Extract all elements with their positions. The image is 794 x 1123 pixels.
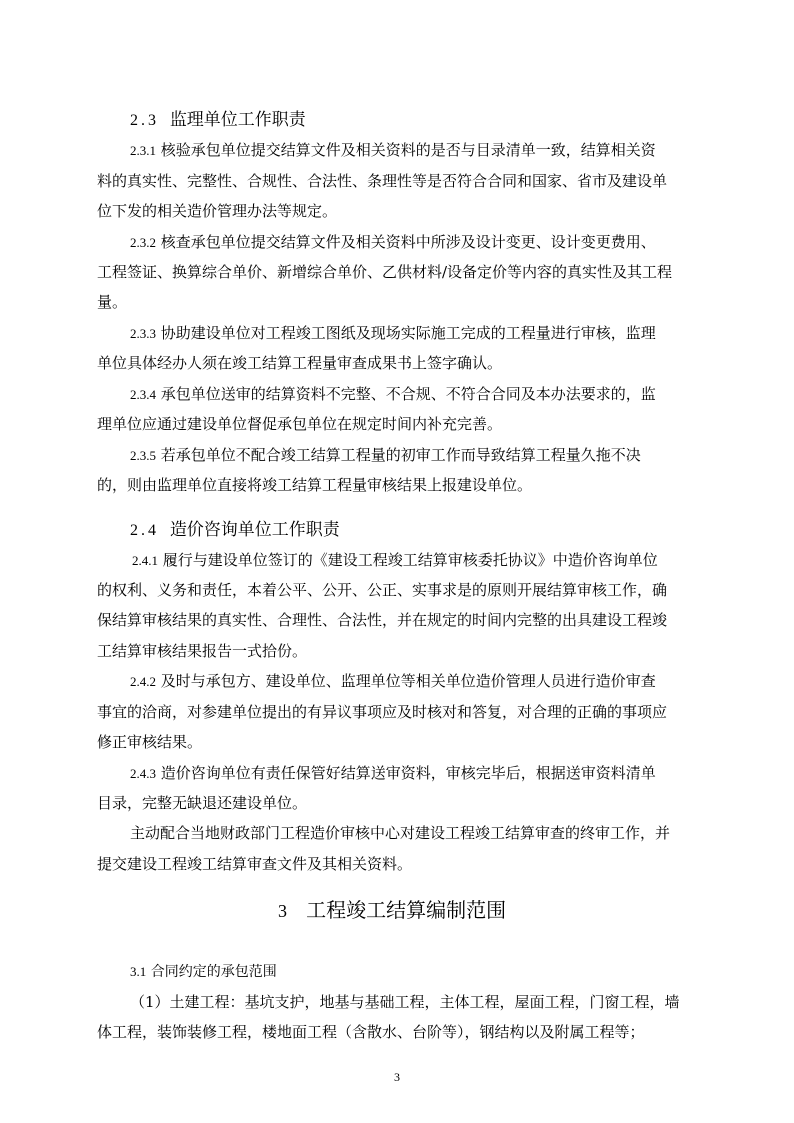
section-number: 2.4 [130, 522, 159, 539]
paragraph-2-4-2-line-2: 事宜的洽商，对参建单位提出的有异议事项应及时核对和答复，对合理的正确的事项应 [97, 703, 668, 721]
paragraph-2-4-1-line-3: 保结算审核结果的真实性、合理性、合法性，并在规定的时间内完整的出具建设工程竣 [97, 611, 668, 629]
item-number: 2.4.3 [130, 766, 156, 781]
item-number: 2.4.1 [132, 553, 158, 568]
paragraph-2-3-1-line-1 [130, 140, 656, 161]
scope-line-2: 体工程，装饰装修工程，楼地面工程（含散水、台阶等），钢结构以及附属工程等； [97, 1023, 645, 1041]
item-number: 2.4.2 [130, 674, 156, 689]
paragraph-extra-line-1: 主动配合当地财政部门工程造价审核中心对建设工程竣工结算审查的终审工作，并 [130, 824, 671, 842]
paragraph-text: 及时与承包方、建设单位、监理单位等相关单位造价管理人员进行造价审查 [160, 672, 656, 690]
paragraph-text: 履行与建设单位签订的《建设工程竣工结算审核委托协议》中造价咨询单位 [162, 551, 658, 569]
paragraph-text: 承包单位送审的结算资料不完整、不合规、不符合合同及本办法要求的，监 [160, 385, 656, 403]
paragraph-2-4-1-line-4: 工结算审核结果报告一式拾份。 [97, 642, 308, 660]
chapter-number: 3 [278, 901, 287, 921]
paragraph-2-4-1-line-2: 的权利、义务和责任，本着公平、公开、公正、实事求是的原则开展结算审核工作，确 [97, 581, 668, 599]
paragraph-2-3-5-line-2: 的，则由监理单位直接将竣工结算工程量审核结果上报建设单位。 [97, 476, 533, 494]
section-number: 2.3 [130, 112, 159, 129]
paragraph-2-3-2-line-3: 量。 [97, 293, 128, 311]
paragraph-2-3-1-line-2: 料的真实性、完整性、合规性、合法性、条理性等是否符合合同和国家、省市及建设单 [97, 172, 668, 190]
paragraph-2-3-1-line-3: 位下发的相关造价管理办法等规定。 [97, 202, 338, 220]
paragraph-2-3-2-line-1 [130, 232, 656, 253]
paragraph-text: 核验承包单位提交结算文件及相关资料的是否与目录清单一致，结算相关资 [160, 141, 656, 159]
section-2-3-heading [130, 110, 306, 131]
paragraph-2-3-3-line-2: 单位具体经办人须在竣工结算工程量审查成果书上签字确认。 [97, 354, 503, 372]
item-number: 2.3.5 [130, 448, 156, 463]
subsection-3-1-heading [130, 962, 277, 982]
paragraph-2-3-4-line-1 [130, 384, 656, 405]
paragraph-text: 核查承包单位提交结算文件及相关资料中所涉及设计变更、设计变更费用、 [160, 233, 656, 251]
paragraph-text: 若承包单位不配合竣工结算工程量的初审工作而导致结算工程量久拖不决 [160, 446, 641, 464]
paragraph-2-4-1-line-1 [132, 550, 658, 571]
subsection-title: 合同约定的承包范围 [150, 964, 277, 980]
paragraph-text: 造价咨询单位有责任保管好结算送审资料，审核完毕后，根据送审资料清单 [160, 764, 656, 782]
paragraph-2-3-3-line-1 [130, 323, 656, 344]
paragraph-2-4-2-line-3: 修正审核结果。 [97, 733, 203, 751]
scope-line-1: （1）土建工程：基坑支护，地基与基础工程，主体工程，屋面工程，门窗工程，墙 [130, 993, 680, 1011]
paragraph-2-3-4-line-2: 理单位应通过建设单位督促承包单位在规定时间内补充完善。 [97, 415, 503, 433]
chapter-title: 工程竣工结算编制范围 [306, 898, 507, 922]
paragraph-2-3-5-line-1 [130, 445, 641, 466]
section-2-4-heading [130, 520, 340, 541]
chapter-3-heading [278, 900, 506, 921]
paragraph-2-4-3-line-2: 目录，完整无缺退还建设单位。 [97, 794, 308, 812]
item-number: 2.3.3 [130, 326, 156, 341]
section-title: 造价咨询单位工作职责 [169, 520, 340, 540]
paragraph-2-3-2-line-2: 工程签证、换算综合单价、新增综合单价、乙供材料/设备定价等内容的真实性及其工程 [97, 263, 673, 281]
subsection-number: 3.1 [130, 964, 147, 979]
paragraph-2-4-3-line-1 [130, 763, 656, 784]
paragraph-extra-line-2: 提交建设工程竣工结算审查文件及其相关资料。 [97, 855, 413, 873]
paragraph-text: 协助建设单位对工程竣工图纸及现场实际施工完成的工程量进行审核，监理 [160, 324, 656, 342]
item-number: 2.3.2 [130, 235, 156, 250]
page-number: 3 [394, 1070, 400, 1084]
section-title: 监理单位工作职责 [169, 110, 306, 130]
item-number: 2.3.1 [130, 143, 156, 158]
paragraph-2-4-2-line-1 [130, 671, 656, 692]
item-number: 2.3.4 [130, 387, 156, 402]
